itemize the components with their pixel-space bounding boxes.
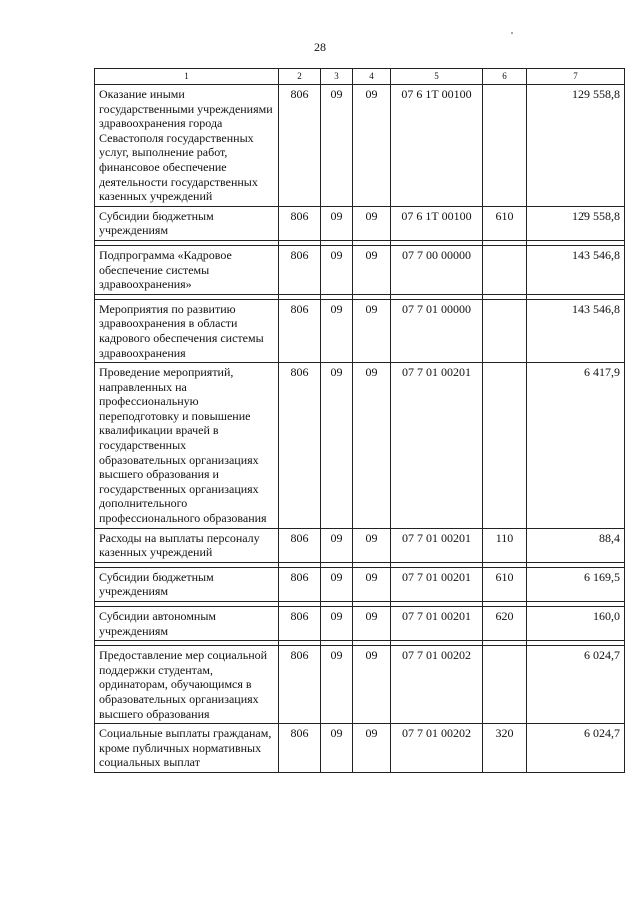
table-row (95, 607, 625, 641)
budget-table (94, 68, 625, 773)
page-number: 28 (314, 40, 326, 54)
row-pr: 09 (353, 724, 391, 773)
table-row (95, 567, 625, 601)
row-pr: 09 (353, 607, 391, 641)
row-csr: 07 6 1Т 00100 (391, 206, 483, 240)
row-pr: 09 (353, 528, 391, 562)
table-row (95, 528, 625, 562)
row-name: Расходы на выплаты персоналу казенных учреждений (95, 528, 279, 562)
row-pr: 09 (353, 363, 391, 529)
row-name: Оказание иными государственными учреждениями здравоохранения города Севастополя государственных услуг, выполнение работ, финансовое обеспечение деятельности государственных казенных учреждений (95, 85, 279, 207)
row-csr: 07 7 01 00201 (391, 528, 483, 562)
table-row (95, 245, 625, 294)
row-name: Субсидии автономным учреждениям (95, 607, 279, 641)
row-sum: 129 558,8 (527, 85, 625, 207)
row-sum: 129 558,8 (527, 206, 625, 240)
header-cell-rz: 3 (321, 69, 353, 85)
table-row (95, 363, 625, 529)
row-sum: 143 546,8 (527, 245, 625, 294)
row-vr: 620 (483, 607, 527, 641)
row-ved: 806 (279, 607, 321, 641)
table-row (95, 206, 625, 240)
row-rz: 09 (321, 299, 353, 362)
row-vr (483, 245, 527, 294)
row-csr: 07 7 00 00000 (391, 245, 483, 294)
row-vr (483, 363, 527, 529)
row-vr (483, 85, 527, 207)
row-sum: 6 024,7 (527, 724, 625, 773)
row-csr: 07 7 01 00201 (391, 567, 483, 601)
row-vr: 320 (483, 724, 527, 773)
row-ved: 806 (279, 85, 321, 207)
row-vr: 610 (483, 567, 527, 601)
row-sum: 6 169,5 (527, 567, 625, 601)
table-header-row (95, 69, 625, 85)
row-pr: 09 (353, 646, 391, 724)
row-rz: 09 (321, 607, 353, 641)
row-ved: 806 (279, 646, 321, 724)
row-pr: 09 (353, 206, 391, 240)
row-rz: 09 (321, 646, 353, 724)
row-pr: 09 (353, 299, 391, 362)
row-sum: 160,0 (527, 607, 625, 641)
row-csr: 07 6 1Т 00100 (391, 85, 483, 207)
header-cell-pr: 4 (353, 69, 391, 85)
row-pr: 09 (353, 567, 391, 601)
row-csr: 07 7 01 00202 (391, 646, 483, 724)
row-ved: 806 (279, 363, 321, 529)
table-row (95, 299, 625, 362)
row-pr: 09 (353, 85, 391, 207)
row-name: Мероприятия по развитию здравоохранения в области кадрового обеспечения системы здравоохранения (95, 299, 279, 362)
row-csr: 07 7 01 00201 (391, 607, 483, 641)
row-vr: 610 (483, 206, 527, 240)
row-sum: 143 546,8 (527, 299, 625, 362)
row-rz: 09 (321, 567, 353, 601)
row-sum: 6 024,7 (527, 646, 625, 724)
row-ved: 806 (279, 245, 321, 294)
row-ved: 806 (279, 206, 321, 240)
row-rz: 09 (321, 363, 353, 529)
row-ved: 806 (279, 528, 321, 562)
row-ved: 806 (279, 299, 321, 362)
row-name: Предоставление мер социальной поддержки студентам, ординаторам, обучающимся в образовательных организациях высшего образования (95, 646, 279, 724)
row-name: Субсидии бюджетным учреждениям (95, 567, 279, 601)
row-name: Проведение мероприятий, направленных на профессиональную переподготовку и повышение квалификации врачей в государственных образовательных организациях высшего образования и государственных организациях дополнительного профессионального образования (95, 363, 279, 529)
row-pr: 09 (353, 245, 391, 294)
row-rz: 09 (321, 724, 353, 773)
row-sum: 88,4 (527, 528, 625, 562)
row-csr: 07 7 01 00202 (391, 724, 483, 773)
header-cell-vr: 6 (483, 69, 527, 85)
row-sum: 6 417,9 (527, 363, 625, 529)
row-vr: 110 (483, 528, 527, 562)
row-vr (483, 646, 527, 724)
header-cell-ved: 2 (279, 69, 321, 85)
row-rz: 09 (321, 245, 353, 294)
row-ved: 806 (279, 724, 321, 773)
row-name: Социальные выплаты гражданам, кроме публичных нормативных социальных выплат (95, 724, 279, 773)
scan-speck (511, 32, 513, 34)
header-cell-csr: 5 (391, 69, 483, 85)
row-ved: 806 (279, 567, 321, 601)
row-name: Субсидии бюджетным учреждениям (95, 206, 279, 240)
header-cell-name: 1 (95, 69, 279, 85)
row-rz: 09 (321, 528, 353, 562)
table-row (95, 646, 625, 724)
row-vr (483, 299, 527, 362)
row-rz: 09 (321, 85, 353, 207)
row-csr: 07 7 01 00201 (391, 363, 483, 529)
table-row (95, 85, 625, 207)
row-csr: 07 7 01 00000 (391, 299, 483, 362)
table-row (95, 724, 625, 773)
header-cell-sum: 7 (527, 69, 625, 85)
row-rz: 09 (321, 206, 353, 240)
row-name: Подпрограмма «Кадровое обеспечение системы здравоохранения» (95, 245, 279, 294)
